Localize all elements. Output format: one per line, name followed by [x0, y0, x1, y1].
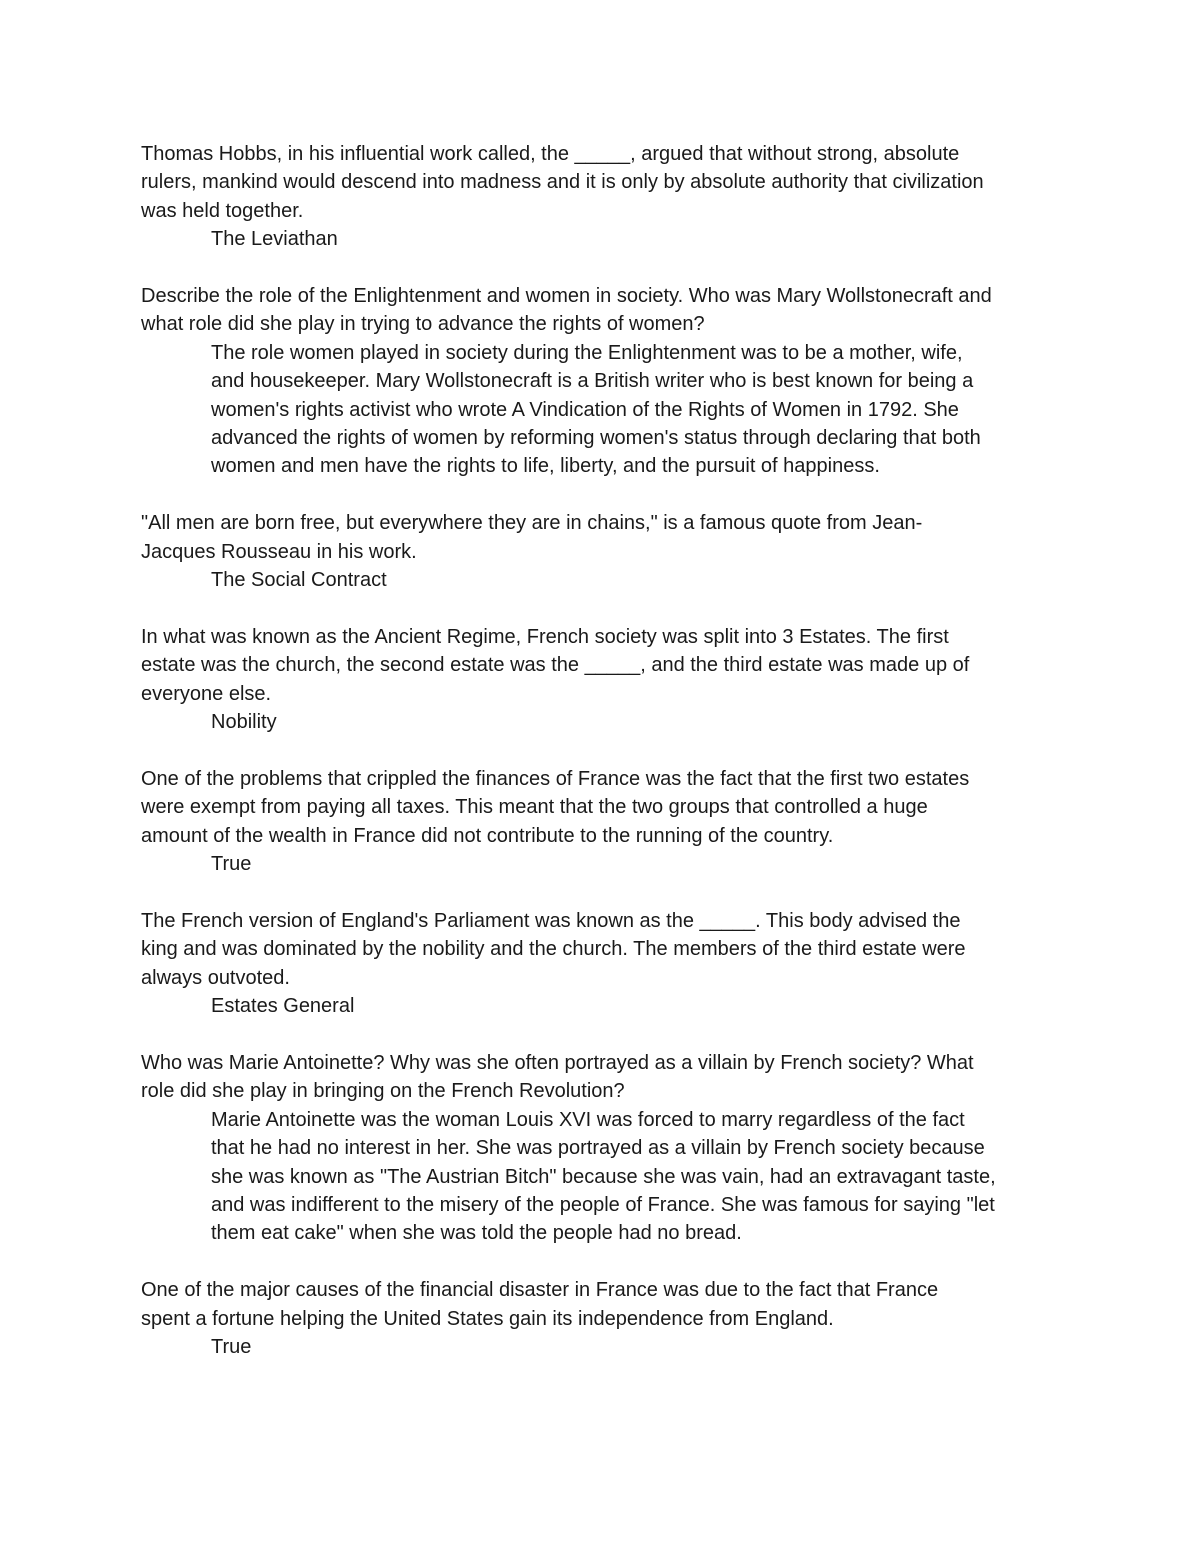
- answer-text: The role women played in society during the Enlightenment was to be a mother, wife, and housekeeper. Mary Wollstonecraft is a British writer who is best known for being a women's rights activist who wrote A Vindication of the Rights of Women in 1792. She advanced the rights of women by reforming women's status through declaring that both women and men have the rights to life, liberty, and the pursuit of happiness.: [211, 341, 981, 478]
- question-text: "All men are born free, but everywhere they are in chains," is a famous quote from Jean- Jacques Rousseau in his work.: [141, 512, 923, 563]
- qa-item: [141, 140, 1061, 254]
- answer-text: The Leviathan: [211, 228, 338, 251]
- question-text: One of the major causes of the financial disaster in France was due to the fact that France spent a fortune helping the United States gain its independence from England.: [141, 1279, 939, 1330]
- answer-text: Nobility: [211, 711, 277, 734]
- answer-text: True: [211, 853, 252, 876]
- document-body: [141, 140, 1061, 1390]
- qa-item: [141, 282, 1061, 481]
- question-text: One of the problems that crippled the finances of France was the fact that the first two estates were exempt from paying all taxes. This meant that the two groups that controlled a huge amount of the wealth in France did not contribute to the running of the country.: [141, 767, 970, 847]
- answer-text: The Social Contract: [211, 569, 387, 592]
- qa-item: [141, 1049, 1061, 1248]
- question-text: The French version of England's Parliament was known as the _____. This body advised the king and was dominated by the nobility and the church. The members of the third estate were always outvoted.: [141, 909, 966, 989]
- question-text: Describe the role of the Enlightenment and women in society. Who was Mary Wollstonecraft and what role did she play in trying to advance the rights of women?: [141, 285, 992, 336]
- answer-text: Estates General: [211, 995, 355, 1018]
- qa-item: [141, 907, 1061, 1021]
- question-text: Thomas Hobbs, in his influential work called, the _____, argued that without strong, absolute rulers, mankind would descend into madness and it is only by absolute authority that civilization was held together.: [141, 143, 984, 222]
- qa-item: [141, 509, 1061, 594]
- qa-item: [141, 623, 1061, 737]
- question-text: Who was Marie Antoinette? Why was she often portrayed as a villain by French society? What role did she play in bringing on the French Revolution?: [141, 1051, 974, 1103]
- answer-text: Marie Antoinette was the woman Louis XVI was forced to marry regardless of the fact that he had no interest in her. She was portrayed as a villain by French society because she was known as "The Austrian Bitch" because she was vain, had an extravagant taste, and was indifferent to the misery of the people of France. She was famous for saying "let them eat cake" when she was told the people had no bread.: [211, 1108, 996, 1245]
- qa-item: [141, 1276, 1061, 1361]
- qa-item: [141, 765, 1061, 879]
- question-text: In what was known as the Ancient Regime, French society was split into 3 Estates. The first estate was the church, the second estate was the _____, and the third estate was made up of everyone else.: [141, 625, 970, 705]
- answer-text: True: [211, 1335, 252, 1358]
